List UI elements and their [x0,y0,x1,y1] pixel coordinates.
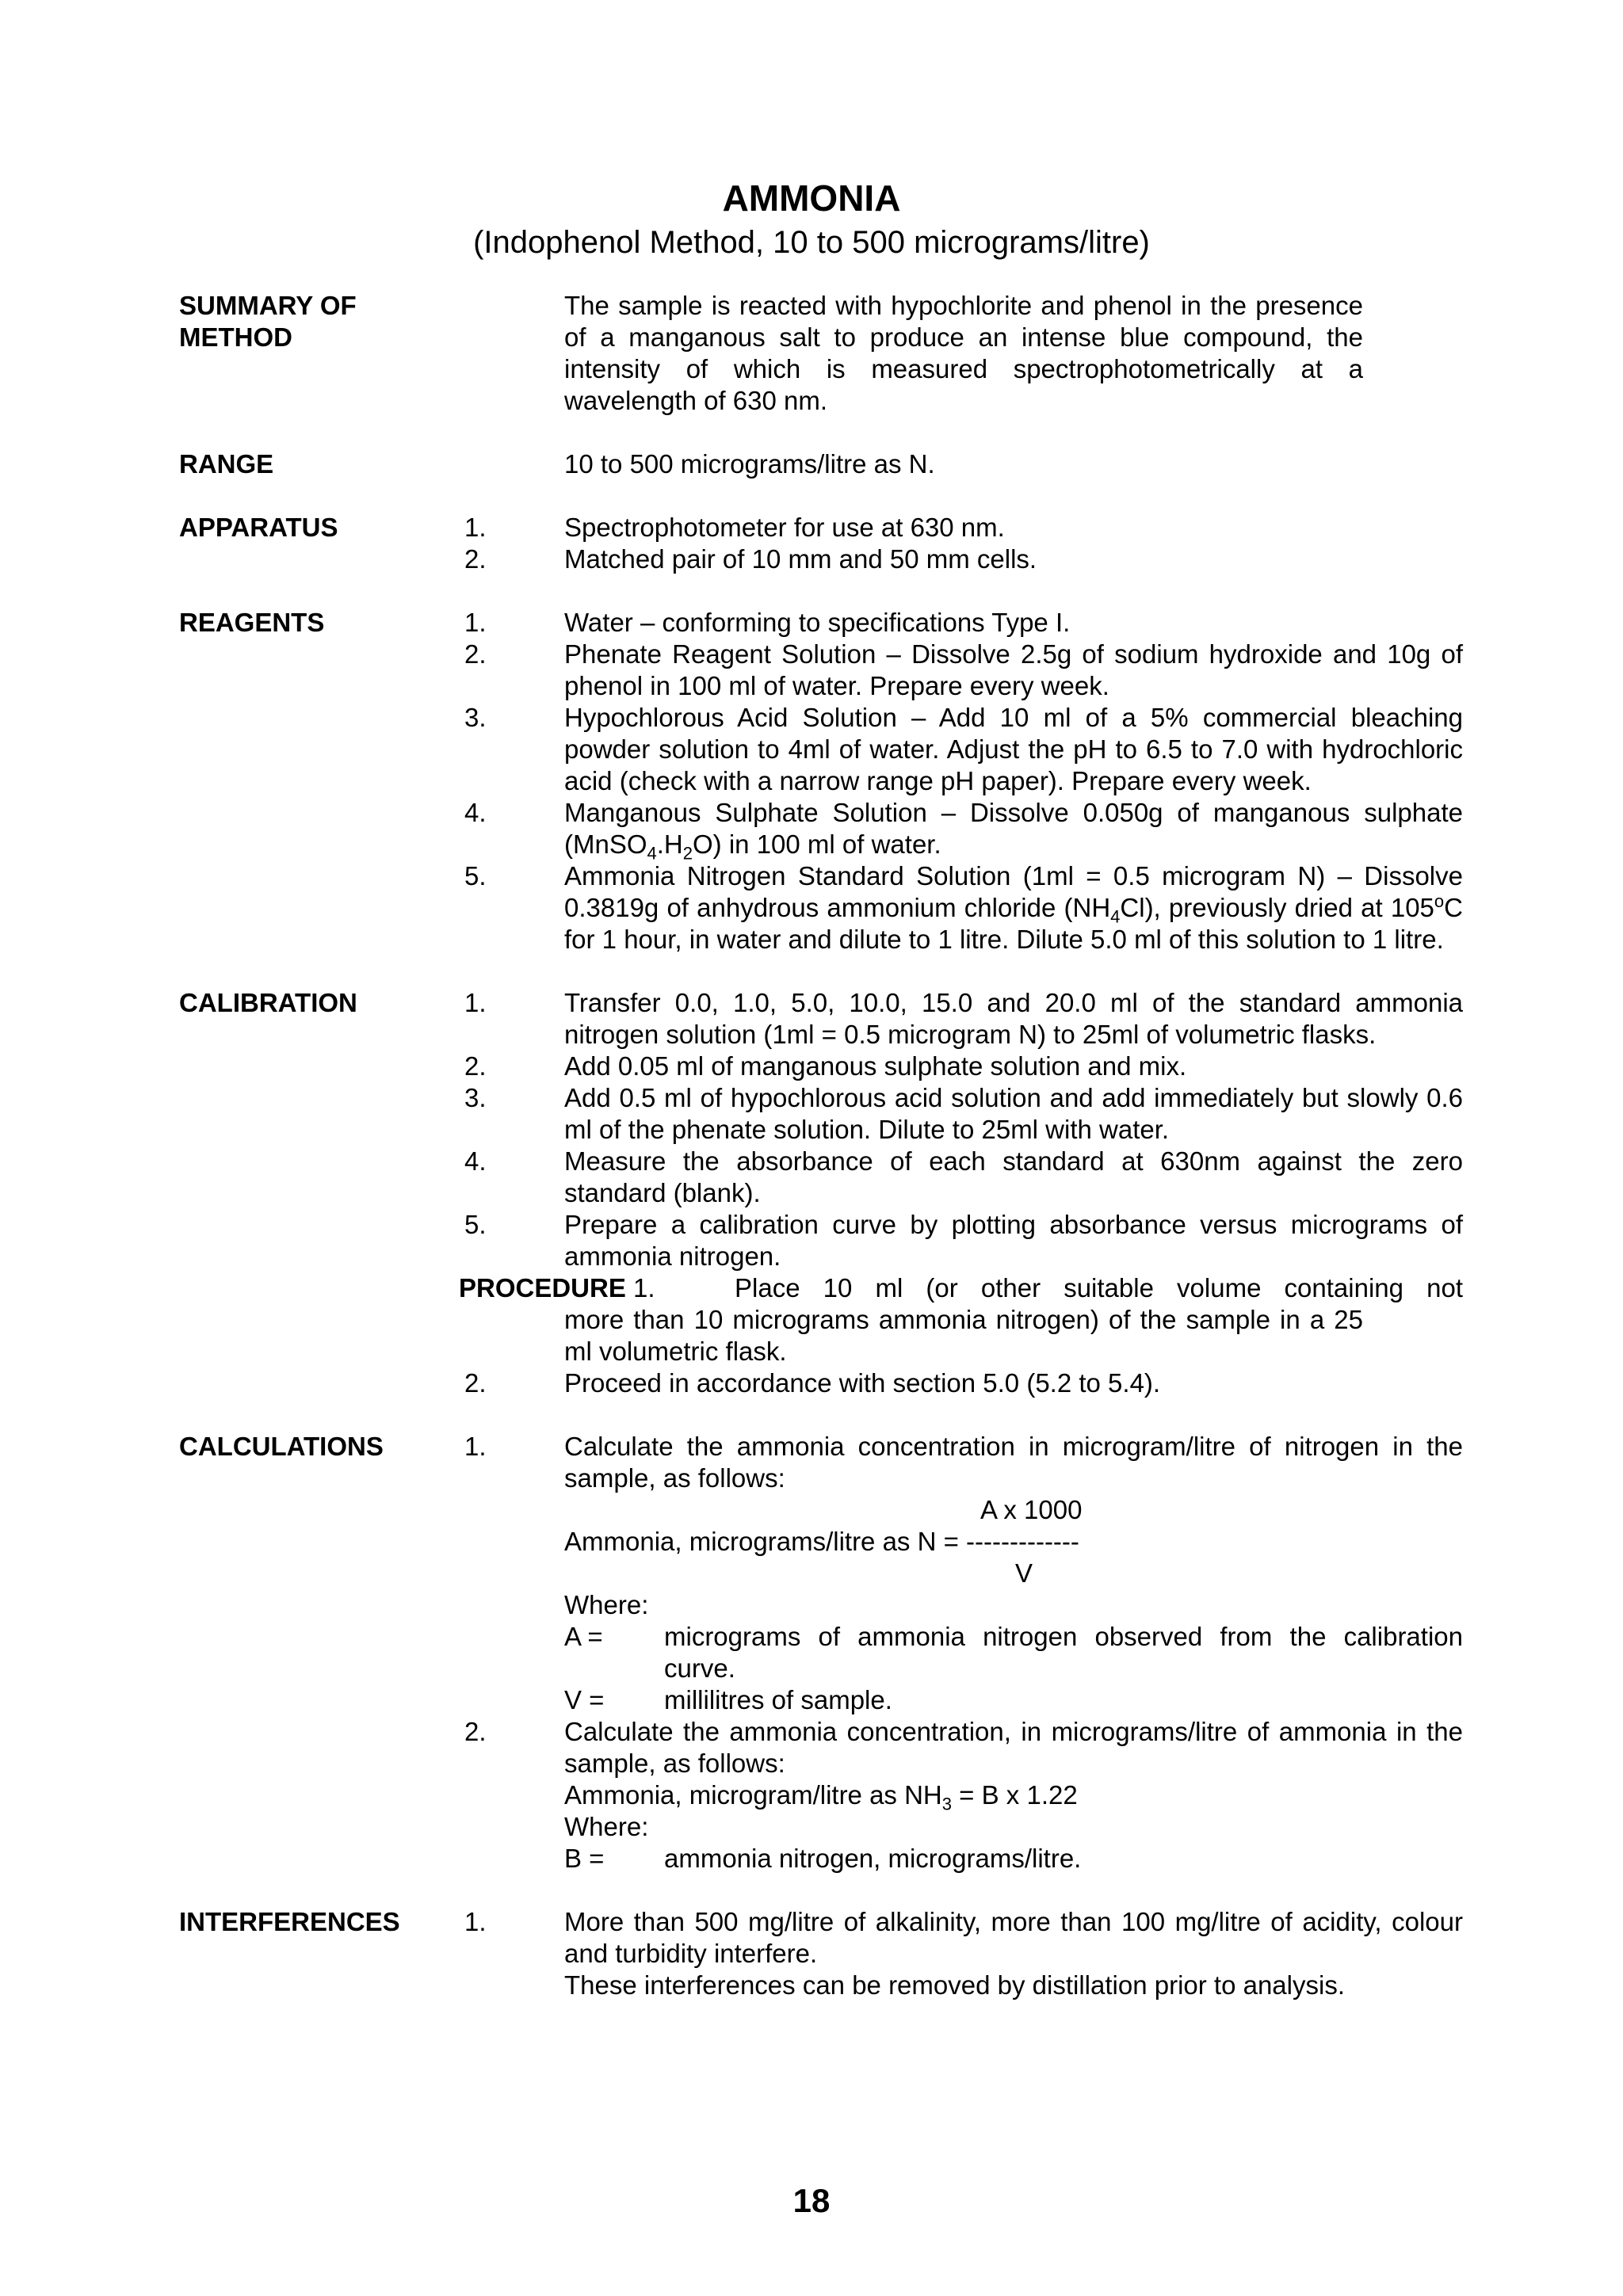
procedure-text-rest: more than 10 micrograms ammonia nitrogen) of the sample in a 25 ml volumetric flask. [564,1305,1363,1366]
reagents-section [179,607,1463,955]
calibration-section [179,987,1463,1399]
list-item [464,639,1463,702]
item-number: 2. [464,1717,487,1746]
item-text-part: .H [656,830,683,859]
item-number: 1. [464,1432,487,1461]
item-text-part: C for 1 hour, in water and dilute to 1 litre. Dilute 5.0 ml of this solution to 1 litre. [564,893,1463,954]
item-number: 5. [464,1210,487,1239]
item-text: Calculate the ammonia concentration, in micrograms/litre of ammonia in the sample, as follows: [564,1717,1463,1778]
item-number: 1. [464,1907,487,1936]
item-number: 1. [464,988,487,1017]
apparatus-body [464,512,1463,575]
item-number: 2. [464,639,487,669]
subscript: 4 [1110,906,1121,927]
list-item [464,987,1463,1051]
definition-key: V = [564,1685,605,1714]
range-section [179,448,1463,480]
list-item [464,543,1463,575]
item-text: More than 500 mg/litre of alkalinity, more than 100 mg/litre of acidity, colour and turbidity interfere. [564,1907,1463,1968]
definition-row [564,1684,1463,1716]
item-number: 3. [464,1083,487,1112]
list-item [464,512,1463,543]
formula [564,1779,1463,1814]
list-item [464,1431,1463,1716]
item-text: Spectrophotometer for use at 630 nm. [564,513,1005,542]
list-item [464,1082,1463,1146]
list-item [464,702,1463,797]
reagents-body [464,607,1463,955]
item-content [564,1906,1463,2001]
procedure-first-line [459,1272,1463,1304]
list-item [464,1209,1463,1272]
item-content [564,1431,1463,1716]
where-label: Where: [564,1590,649,1619]
page-title: AMMONIA [722,177,901,219]
item-content [564,1716,1463,1875]
page-number: 18 [792,2182,831,2219]
item-text-part: Ammonia Nitrogen Standard Solution (1ml = 0.5 microgram N) – Dissolve 0.3819g of anhydrous ammonium chloride (NH [564,861,1463,922]
interferences-section [179,1906,1463,2001]
formula-part: = B x 1.22 [952,1780,1078,1810]
list-item [464,1146,1463,1209]
list-item [464,1051,1463,1082]
item-text: Hypochlorous Acid Solution – Add 10 ml of a 5% commercial bleaching powder solution to 4ml of water. Adjust the pH to 6.5 to 7.0 with hydrochloric acid (check with a narrow range pH paper). Prepare every week. [564,703,1463,795]
page-subtitle: (Indophenol Method, 10 to 500 micrograms/litre) [473,225,1150,260]
item-number: 4. [464,1146,487,1176]
document-body [179,290,1463,2001]
summary-body [464,290,1463,417]
range-label: RANGE [179,449,274,479]
list-item [464,1906,1463,2001]
calculations-body [464,1431,1463,1875]
item-text: Proceed in accordance with section 5.0 (5.2 to 5.4). [564,1368,1161,1398]
item-text: Prepare a calibration curve by plotting absorbance versus micrograms of ammonia nitrogen. [564,1210,1463,1271]
list-item [464,860,1463,955]
summary-label-line-2: METHOD [179,322,292,352]
item-text: Phenate Reagent Solution – Dissolve 2.5g of sodium hydroxide and 10g of phenol in 100 ml of water. Prepare every week. [564,639,1463,700]
definition-value: millilitres of sample. [664,1685,892,1714]
subscript: 2 [682,843,693,864]
item-number: 4. [464,798,487,827]
subscript: 4 [647,843,657,864]
formula-lhs: Ammonia, micrograms/litre as N = ------------- [564,1527,1079,1556]
calculations-label: CALCULATIONS [179,1432,384,1461]
apparatus-section [179,512,1463,575]
item-text: Add 0.05 ml of manganous sulphate solution and mix. [564,1051,1187,1081]
definition-value: micrograms of ammonia nitrogen observed from the calibration curve. [664,1622,1463,1683]
interferences-body [464,1906,1463,2001]
summary-label-line-1: SUMMARY OF [179,291,357,320]
item-text: Measure the absorbance of each standard at 630nm against the zero standard (blank). [564,1146,1463,1207]
definition-row [564,1843,1463,1875]
list-item [464,1367,1463,1399]
superscript: o [1434,891,1445,911]
calibration-label: CALIBRATION [179,988,357,1017]
item-text: Transfer 0.0, 1.0, 5.0, 10.0, 15.0 and 20.0 ml of the standard ammonia nitrogen solution (1ml = 0.5 microgram N) to 25ml of volumetric flasks. [564,988,1463,1049]
summary-text: The sample is reacted with hypochlorite and phenol in the presence of a manganous salt to produce an intense blue compound, the intensity of which is measured spectrophotometrically at a wavelength of 630 nm. [564,291,1363,415]
procedure-text-line-1: Place 10 ml (or other suitable volume containing not [735,1273,1463,1302]
item-text: Calculate the ammonia concentration in microgram/litre of nitrogen in the sample, as follows: [564,1432,1463,1493]
item-number: 5. [464,861,487,891]
item-number: 2. [464,1051,487,1081]
procedure-label: PROCEDURE [459,1273,626,1302]
item-number: 1. [464,513,487,542]
reagents-label: REAGENTS [179,608,325,637]
item-number: 1. [464,608,487,637]
formula-part: Ammonia, microgram/litre as NH [564,1780,942,1810]
item-text: Add 0.5 ml of hypochlorous acid solution and add immediately but slowly 0.6 ml of the phenate solution. Dilute to 25ml with water. [564,1083,1463,1144]
formula-denominator: V [1015,1558,1033,1588]
item-number: 2. [464,1368,487,1398]
item-text-part: O) in 100 ml of water. [693,830,941,859]
item-number: 3. [464,703,487,732]
definition-key: A = [564,1622,603,1651]
list-item [464,607,1463,639]
range-text: 10 to 500 micrograms/litre as N. [564,449,935,479]
item-text [564,860,1463,955]
interferences-label: INTERFERENCES [179,1907,400,1936]
where-label: Where: [564,1812,649,1841]
definition-key: B = [564,1844,605,1873]
list-item [464,797,1463,864]
item-text: Water – conforming to specifications Type I. [564,608,1071,637]
summary-label [179,290,464,353]
calculations-section [179,1431,1463,1875]
item-number: 1. [633,1273,655,1302]
definition-row [564,1621,1463,1684]
calibration-body [459,987,1463,1399]
subscript: 3 [941,1794,953,1814]
range-body [464,448,1463,480]
item-text-part: Cl), previously dried at 105 [1120,893,1434,922]
item-text: Matched pair of 10 mm and 50 mm cells. [564,544,1037,574]
item-text [564,797,1463,864]
apparatus-label: APPARATUS [179,513,338,542]
item-text-part: Manganous Sulphate Solution – Dissolve 0.050g of manganous sulphate (MnSO [564,798,1463,859]
summary-section [179,290,1463,417]
definition-value: ammonia nitrogen, micrograms/litre. [664,1844,1082,1873]
item-text-2: These interferences can be removed by distillation prior to analysis. [564,1970,1345,2000]
list-item [464,1716,1463,1875]
formula-numerator: A x 1000 [980,1495,1083,1524]
item-number: 2. [464,544,487,574]
